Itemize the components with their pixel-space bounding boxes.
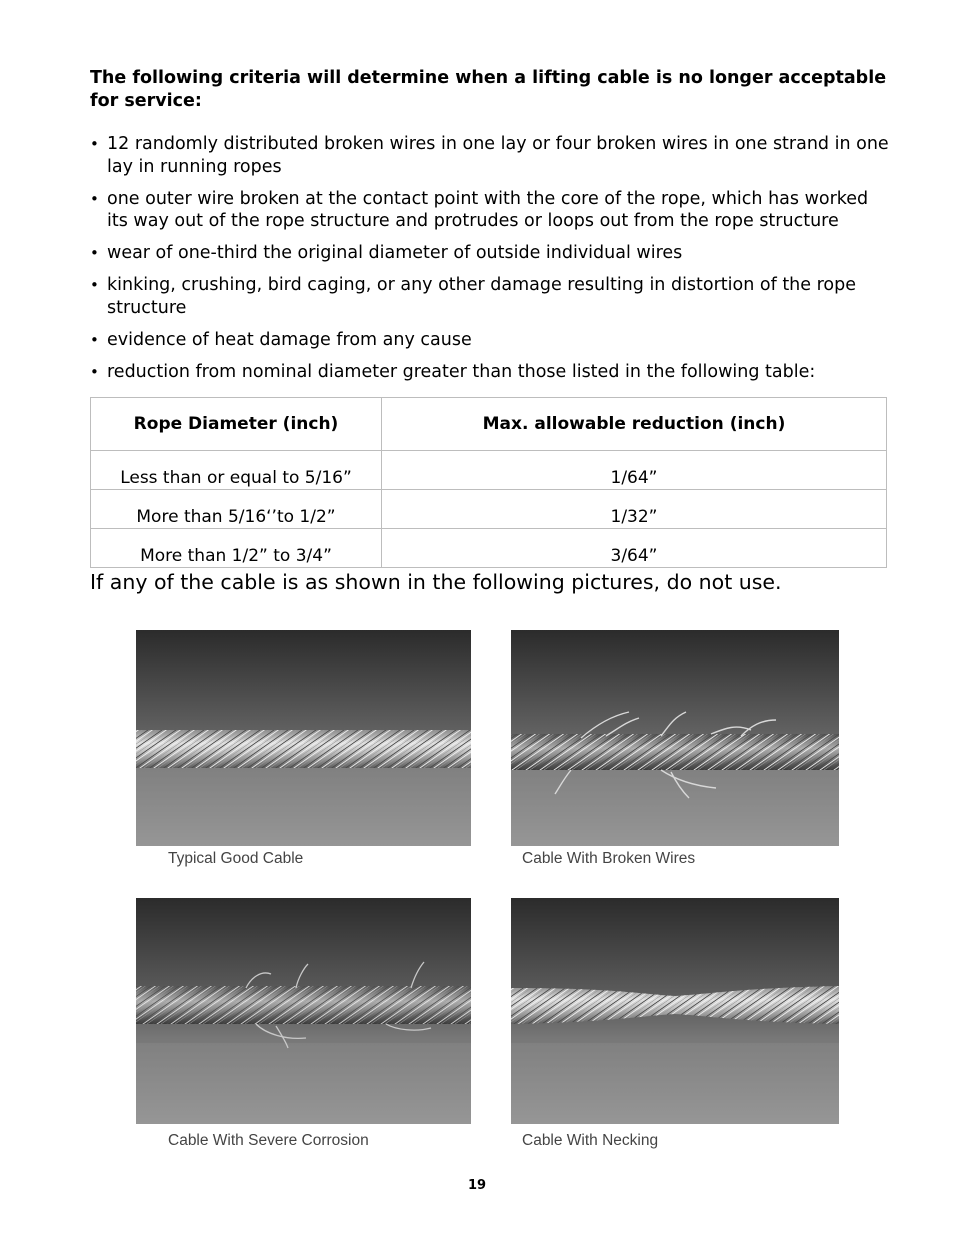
criteria-heading: The following criteria will determine when a lifting cable is no longer acceptable for service: — [90, 68, 887, 111]
table-cell: 1/64” — [382, 451, 887, 490]
diameter-reduction-table — [90, 397, 887, 568]
table-cell: 1/32” — [382, 490, 887, 529]
page-number: 19 — [467, 1178, 487, 1193]
criteria-item: • reduction from nominal diameter greater than those listed in the following table: — [90, 361, 890, 384]
criteria-item: • 12 randomly distributed broken wires in one lay or four broken wires in one strand in one lay in running ropes — [90, 133, 890, 178]
severe-corrosion-photo — [136, 898, 471, 1124]
do-not-use-notice: If any of the cable is as shown in the following pictures, do not use. — [90, 570, 782, 594]
criteria-item: • evidence of heat damage from any cause — [90, 329, 890, 352]
photo-caption: Cable With Severe Corrosion — [168, 1132, 369, 1149]
criteria-item: • one outer wire broken at the contact point with the core of the rope, which has worked its way out of the rope structure and protrudes or loops out from the rope structure — [90, 188, 890, 233]
header-max-reduction: Max. allowable reduction (inch) — [382, 398, 887, 451]
photo-caption: Typical Good Cable — [168, 850, 304, 867]
table-row — [91, 490, 887, 529]
table-cell: Less than or equal to 5/16” — [91, 451, 382, 490]
photo-caption: Cable With Broken Wires — [522, 850, 696, 867]
good-cable-photo — [136, 630, 471, 846]
criteria-list — [90, 133, 890, 393]
table-cell: More than 5/16‘’to 1/2” — [91, 490, 382, 529]
table-row — [91, 451, 887, 490]
table-row — [91, 529, 887, 568]
criteria-item: • kinking, crushing, bird caging, or any other damage resulting in distortion of the rope structure — [90, 274, 890, 319]
table-cell: 3/64” — [382, 529, 887, 568]
broken-wires-photo — [511, 630, 839, 846]
table-cell: More than 1/2” to 3/4” — [91, 529, 382, 568]
header-rope-diameter: Rope Diameter (inch) — [91, 398, 382, 451]
photo-caption: Cable With Necking — [522, 1132, 659, 1149]
criteria-item: • wear of one-third the original diameter of outside individual wires — [90, 242, 890, 265]
necking-photo — [511, 898, 839, 1124]
table-header-row — [91, 398, 887, 451]
